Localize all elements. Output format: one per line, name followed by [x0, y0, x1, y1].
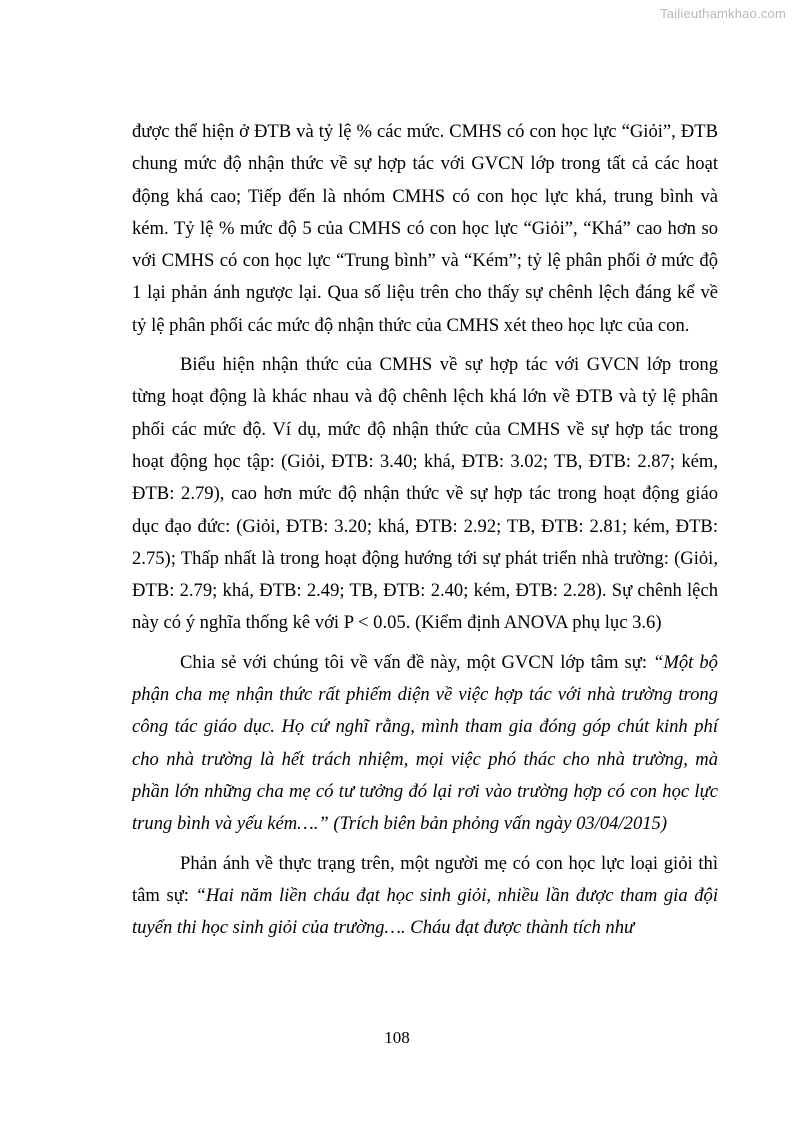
teacher-interview-lead: Chia sẻ với chúng tôi về vấn đề này, một GVCN lớp tâm sự:: [180, 651, 654, 673]
parent-interview-lead: Phản ánh về thực trạng trên, một người mẹ có con học lực loại giỏi thì tâm sự:: [132, 852, 718, 906]
watermark-text: Tailieuthamkhao.com: [660, 6, 786, 21]
paragraph-parent-interview: [132, 848, 718, 945]
teacher-interview-quote: “Một bộ phận cha mẹ nhận thức rất phiếm diện về việc hợp tác với nhà trường trong công tác giáo dục. Họ cứ nghĩ rằng, mình tham gia đóng góp chút kinh phí cho nhà trường là hết trách nhiệm, mọi việc phó thác cho nhà trường, mà phần lớn những cha mẹ có tư tưởng đó lại rơi vào trường hợp có con học lực trung bình và yếu kém….” (Trích biên bản phỏng vấn ngày 03/04/2015): [132, 651, 718, 835]
parent-interview-quote: “Hai năm liền cháu đạt học sinh giỏi, nhiều lần được tham gia đội tuyển thi học sinh giỏi của trường…. Cháu đạt được thành tích như: [132, 884, 718, 939]
paragraph-continuation: được thể hiện ở ĐTB và tỷ lệ % các mức. CMHS có con học lực “Giỏi”, ĐTB chung mức độ nhận thức về sự hợp tác với GVCN lớp trong tất cả các hoạt động khá cao; Tiếp đến là nhóm CMHS có con học lực khá, trung bình và kém. Tỷ lệ % mức độ 5 của CMHS có con học lực “Giỏi”, “Khá” cao hơn so với CMHS có con học lực “Trung bình” và “Kém”; tỷ lệ phân phối ở mức độ 1 lại phản ánh ngược lại. Qua số liệu trên cho thấy sự chênh lệch đáng kể về tỷ lệ phân phối các mức độ nhận thức của CMHS xét theo học lực của con.: [132, 121, 718, 336]
paragraph-teacher-interview: [132, 647, 718, 841]
page-number: 108: [384, 1028, 410, 1047]
paragraph-cognition-by-activity: Biểu hiện nhận thức của CMHS về sự hợp tác với GVCN lớp trong từng hoạt động là khác nhau và độ chênh lệch khá lớn về ĐTB và tỷ lệ phân phối các mức độ. Ví dụ, mức độ nhận thức của CMHS về sự hợp tác trong hoạt động học tập: (Giỏi, ĐTB: 3.40; khá, ĐTB: 3.02; TB, ĐTB: 2.87; kém, ĐTB: 2.79), cao hơn mức độ nhận thức về sự hợp tác trong hoạt động giáo dục đạo đức: (Giỏi, ĐTB: 3.20; khá, ĐTB: 2.92; TB, ĐTB: 2.81; kém, ĐTB: 2.75); Thấp nhất là trong hoạt động hướng tới sự phát triển nhà trường: (Giỏi, ĐTB: 2.79; khá, ĐTB: 2.49; TB, ĐTB: 2.40; kém, ĐTB: 2.28). Sự chênh lệch này có ý nghĩa thống kê với P < 0.05. (Kiểm định ANOVA phụ lục 3.6): [132, 354, 718, 634]
document-body: [132, 116, 718, 944]
